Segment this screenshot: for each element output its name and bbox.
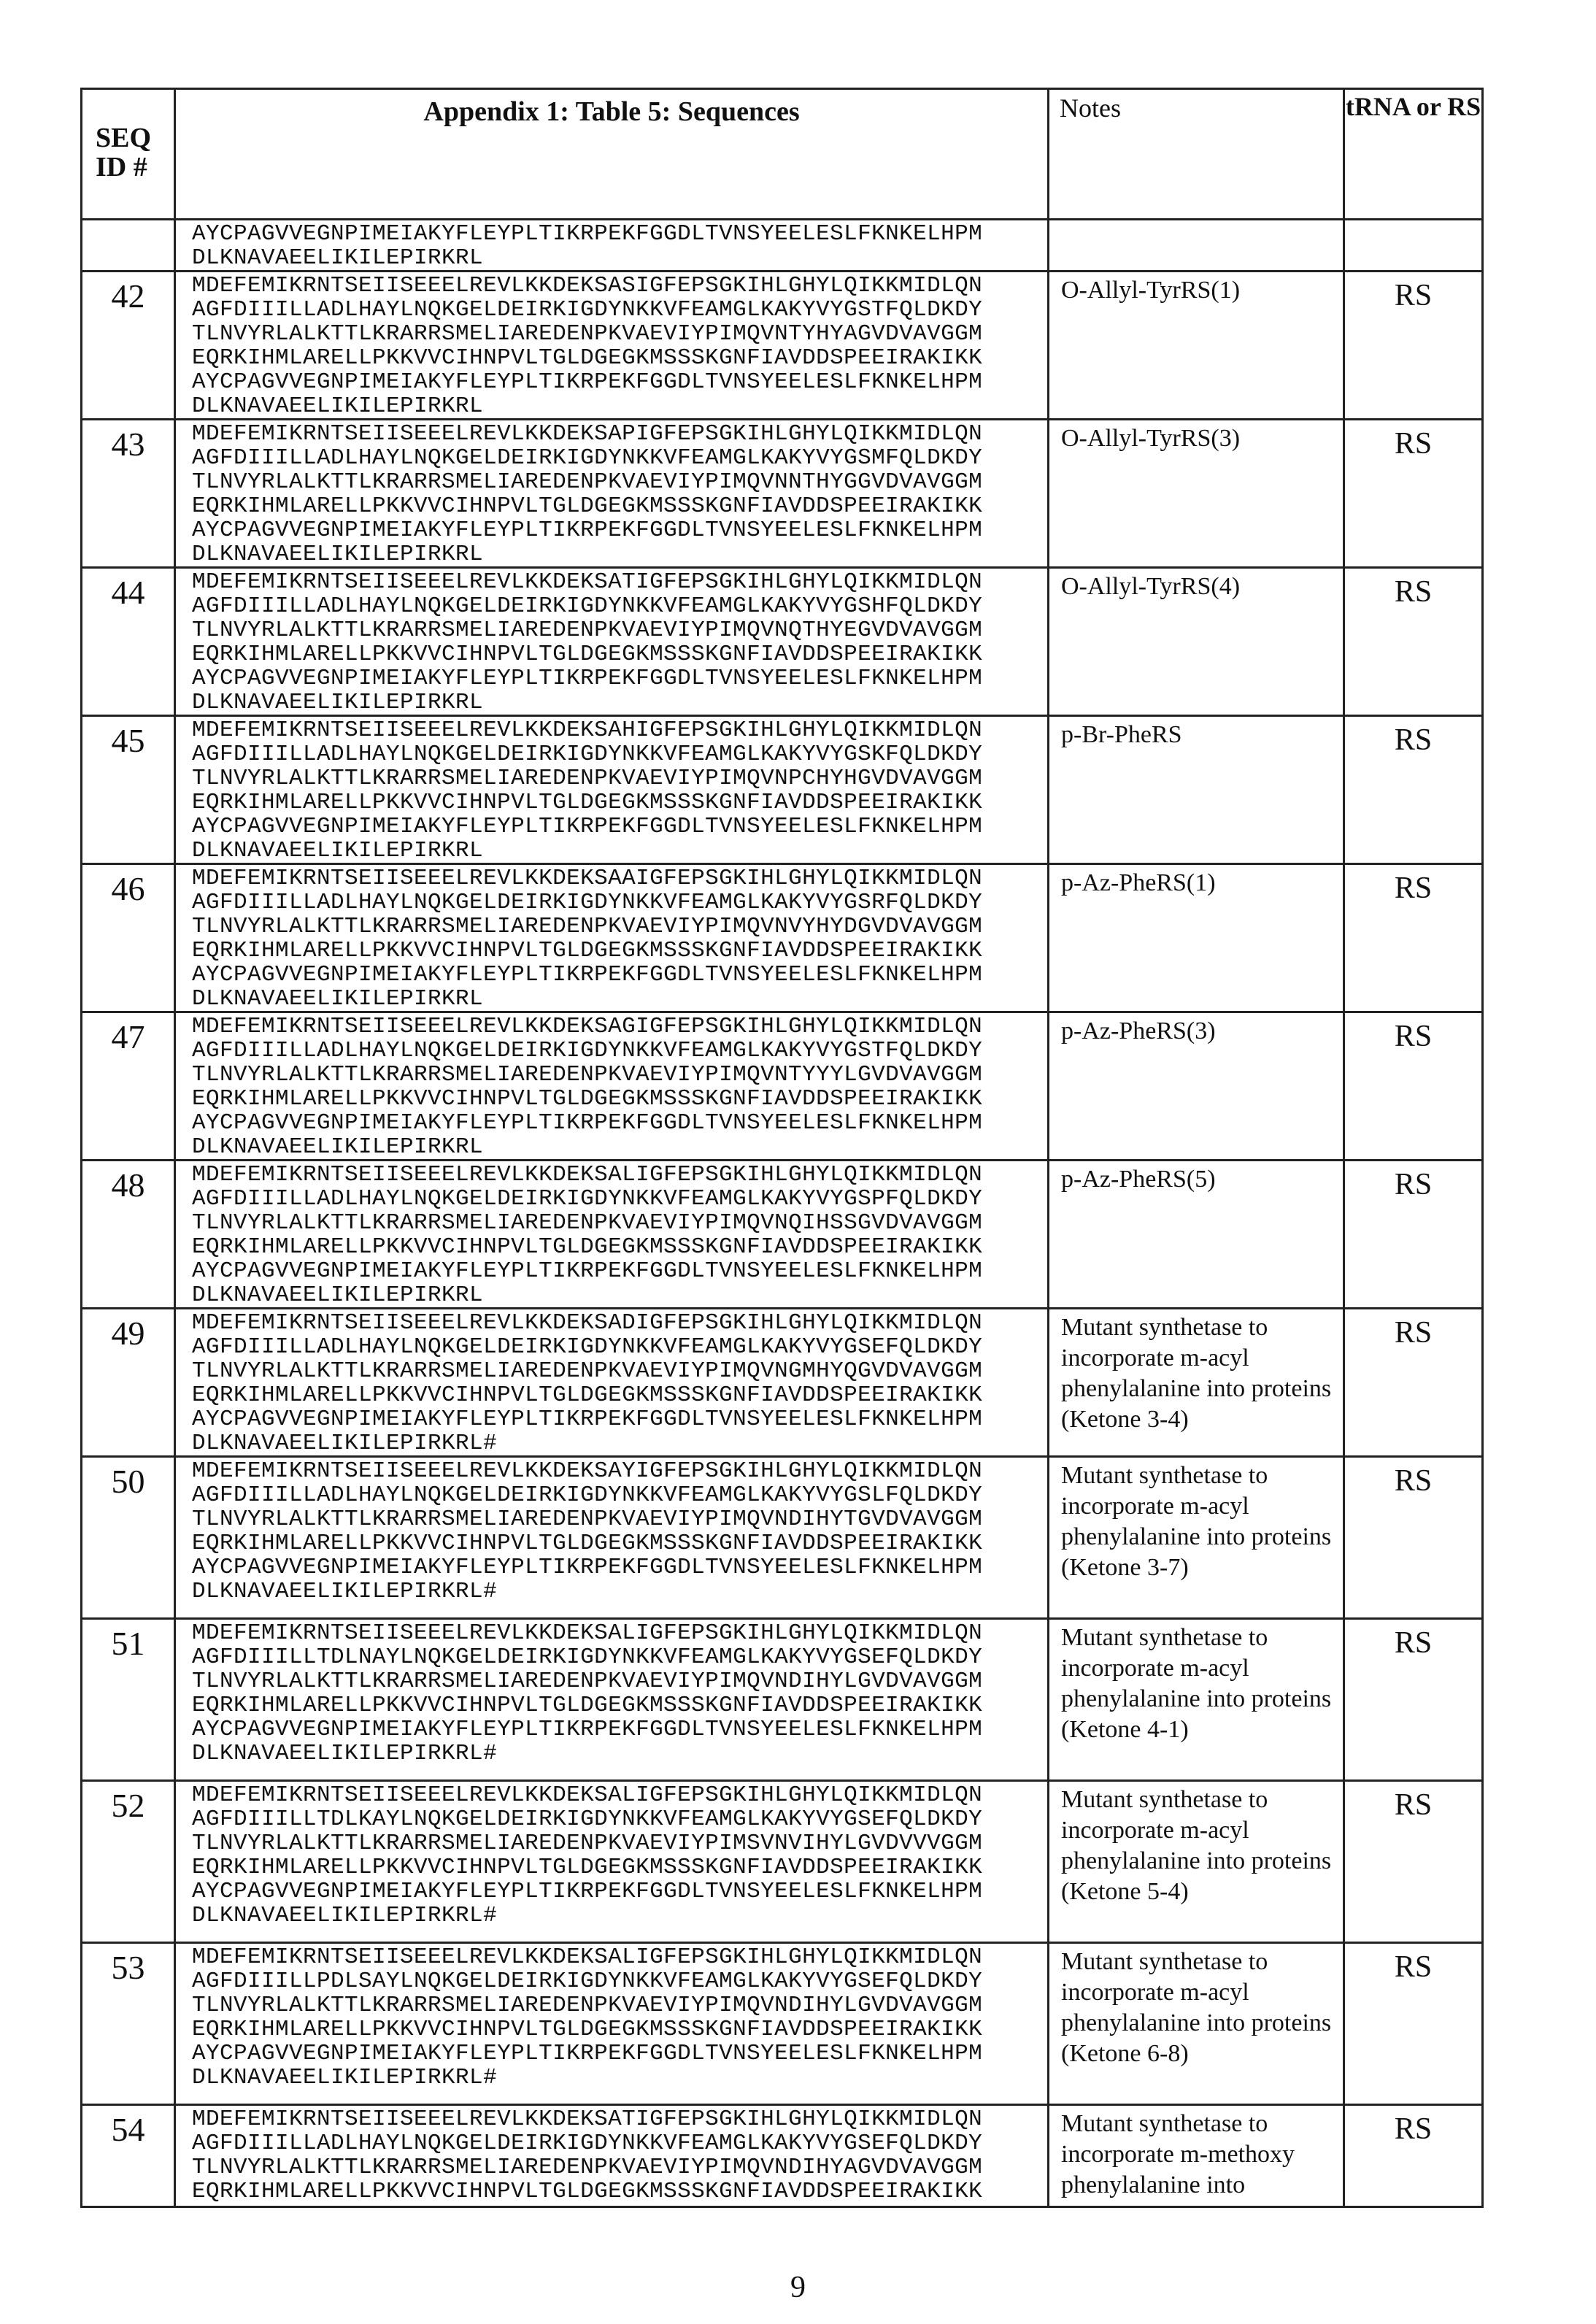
sequence-line: DLKNAVAEELIKILEPIRKRL [192,246,1047,270]
table-header-row [82,89,1483,220]
seq-id-header: SEQ ID # [82,89,175,220]
sequence-line: TLNVYRLALKTTLKRARRSMELIAREDENPKVAEVIYPIMQVNVYHYDGVDVAVGGM [192,915,1047,939]
notes-cell: Mutant synthetase to incorporate m-methoxy phenylalanine into [1049,2105,1344,2207]
sequence-line: TLNVYRLALKTTLKRARRSMELIAREDENPKVAEVIYPIMQVNQIHSSGVDVAVGGM [192,1211,1047,1235]
seq-id: 45 [82,716,175,864]
notes-cell: Mutant synthetase to incorporate m-acyl phenylalanine into proteins (Ketone 4-1) [1049,1619,1344,1781]
sequence-cell [175,1619,1049,1781]
sequence-line: AYCPAGVVEGNPIMEIAKYFLEYPLTIKRPEKFGGDLTVNSYEELESLFKNKELHPM [192,1111,1047,1135]
sequence-line: MDEFEMIKRNTSEIISEEELREVLKKDEKSATIGFEPSGKIHLGHYLQIKKMIDLQN [192,2107,1047,2131]
sequence-cell [175,1161,1049,1309]
seq-id [82,220,175,272]
sequence-line: EQRKIHMLARELLPKKVVCIHNPVLTGLDGEGKMSSSKGNFIAVDDSPEEIRAKIKK [192,1235,1047,1259]
sequence-line: AGFDIIILLADLHAYLNQKGELDEIRKIGDYNKKVFEAMGLKAKYVYGSHFQLDKDY [192,594,1047,618]
sequence-line: AGFDIIILLADLHAYLNQKGELDEIRKIGDYNKKVFEAMGLKAKYVYGSRFQLDKDY [192,890,1047,915]
trna-or-rs-cell [1344,220,1483,272]
table-row [82,568,1483,716]
sequence-line: TLNVYRLALKTTLKRARRSMELIAREDENPKVAEVIYPIMQVNNTHYGGVDVAVGGM [192,470,1047,494]
sequence-line: DLKNAVAEELIKILEPIRKRL# [192,1742,1047,1766]
table-row [82,1161,1483,1309]
sequence-line: EQRKIHMLARELLPKKVVCIHNPVLTGLDGEGKMSSSKGNFIAVDDSPEEIRAKIKK [192,2179,1047,2204]
sequence-line: AGFDIIILLADLHAYLNQKGELDEIRKIGDYNKKVFEAMGLKAKYVYGSEFQLDKDY [192,1335,1047,1359]
sequence-line: DLKNAVAEELIKILEPIRKRL [192,839,1047,863]
seq-id: 44 [82,568,175,716]
trna-or-rs-cell: RS [1344,1943,1483,2105]
sequence-line: MDEFEMIKRNTSEIISEEELREVLKKDEKSAHIGFEPSGKIHLGHYLQIKKMIDLQN [192,718,1047,742]
sequence-line: DLKNAVAEELIKILEPIRKRL [192,987,1047,1011]
sequence-line: EQRKIHMLARELLPKKVVCIHNPVLTGLDGEGKMSSSKGNFIAVDDSPEEIRAKIKK [192,2017,1047,2042]
sequence-line: AYCPAGVVEGNPIMEIAKYFLEYPLTIKRPEKFGGDLTVNSYEELESLFKNKELHPM [192,518,1047,542]
sequence-cell [175,420,1049,568]
trna-or-rs-cell: RS [1344,716,1483,864]
sequence-line: DLKNAVAEELIKILEPIRKRL [192,1135,1047,1159]
sequence-line: DLKNAVAEELIKILEPIRKRL [192,690,1047,715]
sequence-line: MDEFEMIKRNTSEIISEEELREVLKKDEKSADIGFEPSGKIHLGHYLQIKKMIDLQN [192,1311,1047,1335]
sequence-line: AYCPAGVVEGNPIMEIAKYFLEYPLTIKRPEKFGGDLTVNSYEELESLFKNKELHPM [192,1407,1047,1431]
sequence-line: AGFDIIILLTDLNAYLNQKGELDEIRKIGDYNKKVFEAMGLKAKYVYGSEFQLDKDY [192,1645,1047,1669]
sequence-line: AGFDIIILLADLHAYLNQKGELDEIRKIGDYNKKVFEAMGLKAKYVYGSLFQLDKDY [192,1483,1047,1507]
sequence-line: TLNVYRLALKTTLKRARRSMELIAREDENPKVAEVIYPIMQVNQTHYEGVDVAVGGM [192,618,1047,642]
sequence-line: TLNVYRLALKTTLKRARRSMELIAREDENPKVAEVIYPIMQVNTYYYLGVDVAVGGM [192,1063,1047,1087]
notes-cell: Mutant synthetase to incorporate m-acyl phenylalanine into proteins (Ketone 6-8) [1049,1943,1344,2105]
sequence-line: MDEFEMIKRNTSEIISEEELREVLKKDEKSAPIGFEPSGKIHLGHYLQIKKMIDLQN [192,422,1047,446]
notes-cell: p-Az-PheRS(3) [1049,1012,1344,1161]
sequence-line: AGFDIIILLADLHAYLNQKGELDEIRKIGDYNKKVFEAMGLKAKYVYGSEFQLDKDY [192,2131,1047,2155]
sequence-line: EQRKIHMLARELLPKKVVCIHNPVLTGLDGEGKMSSSKGNFIAVDDSPEEIRAKIKK [192,1855,1047,1879]
sequence-line: MDEFEMIKRNTSEIISEEELREVLKKDEKSALIGFEPSGKIHLGHYLQIKKMIDLQN [192,1945,1047,1969]
table-row [82,1943,1483,2105]
sequence-line: AYCPAGVVEGNPIMEIAKYFLEYPLTIKRPEKFGGDLTVNSYEELESLFKNKELHPM [192,666,1047,690]
trna-or-rs-cell: RS [1344,568,1483,716]
sequence-cell [175,864,1049,1012]
sequence-cell [175,1781,1049,1943]
sequence-line: TLNVYRLALKTTLKRARRSMELIAREDENPKVAEVIYPIMQVNDIHYTGVDVAVGGM [192,1507,1047,1531]
table-row [82,1781,1483,1943]
table-row-continued [82,220,1483,272]
page-number: 9 [0,2270,1596,2305]
sequence-line: MDEFEMIKRNTSEIISEEELREVLKKDEKSATIGFEPSGKIHLGHYLQIKKMIDLQN [192,570,1047,594]
sequence-line: DLKNAVAEELIKILEPIRKRL# [192,1904,1047,1928]
table-row [82,272,1483,420]
sequence-cell [175,2105,1049,2207]
seq-id: 42 [82,272,175,420]
sequence-line: TLNVYRLALKTTLKRARRSMELIAREDENPKVAEVIYPIMQVNTYHYAGVDVAVGGM [192,322,1047,346]
sequence-line: MDEFEMIKRNTSEIISEEELREVLKKDEKSAAIGFEPSGKIHLGHYLQIKKMIDLQN [192,866,1047,890]
table-row [82,1457,1483,1619]
trna-or-rs-cell: RS [1344,2105,1483,2207]
notes-cell: O-Allyl-TyrRS(1) [1049,272,1344,420]
seq-id: 51 [82,1619,175,1781]
sequence-line: TLNVYRLALKTTLKRARRSMELIAREDENPKVAEVIYPIMQVNDIHYLGVDVAVGGM [192,1993,1047,2017]
sequence-line: AGFDIIILLADLHAYLNQKGELDEIRKIGDYNKKVFEAMGLKAKYVYGSMFQLDKDY [192,446,1047,470]
seq-id: 48 [82,1161,175,1309]
sequence-line: EQRKIHMLARELLPKKVVCIHNPVLTGLDGEGKMSSSKGNFIAVDDSPEEIRAKIKK [192,1531,1047,1555]
sequence-line: EQRKIHMLARELLPKKVVCIHNPVLTGLDGEGKMSSSKGNFIAVDDSPEEIRAKIKK [192,790,1047,815]
seq-id: 54 [82,2105,175,2207]
sequence-cell [175,1943,1049,2105]
trna-or-rs-cell: RS [1344,420,1483,568]
sequence-line: TLNVYRLALKTTLKRARRSMELIAREDENPKVAEVIYPIMQVNDIHYAGVDVAVGGM [192,2155,1047,2179]
trna-or-rs-cell: RS [1344,1619,1483,1781]
sequence-line: AGFDIIILLPDLSAYLNQKGELDEIRKIGDYNKKVFEAMGLKAKYVYGSEFQLDKDY [192,1969,1047,1993]
sequence-cell [175,1012,1049,1161]
sequence-line: DLKNAVAEELIKILEPIRKRL# [192,2066,1047,2090]
sequence-line: AYCPAGVVEGNPIMEIAKYFLEYPLTIKRPEKFGGDLTVNSYEELESLFKNKELHPM [192,1879,1047,1904]
notes-cell: O-Allyl-TyrRS(3) [1049,420,1344,568]
sequence-line: AYCPAGVVEGNPIMEIAKYFLEYPLTIKRPEKFGGDLTVNSYEELESLFKNKELHPM [192,222,1047,246]
table-row [82,864,1483,1012]
seq-id: 50 [82,1457,175,1619]
sequence-line: EQRKIHMLARELLPKKVVCIHNPVLTGLDGEGKMSSSKGNFIAVDDSPEEIRAKIKK [192,939,1047,963]
sequence-line: EQRKIHMLARELLPKKVVCIHNPVLTGLDGEGKMSSSKGNFIAVDDSPEEIRAKIKK [192,346,1047,370]
sequence-line: MDEFEMIKRNTSEIISEEELREVLKKDEKSAYIGFEPSGKIHLGHYLQIKKMIDLQN [192,1459,1047,1483]
sequence-cell [175,568,1049,716]
sequences-table [80,88,1484,2208]
sequence-line: AYCPAGVVEGNPIMEIAKYFLEYPLTIKRPEKFGGDLTVNSYEELESLFKNKELHPM [192,2042,1047,2066]
sequence-line: AYCPAGVVEGNPIMEIAKYFLEYPLTIKRPEKFGGDLTVNSYEELESLFKNKELHPM [192,1555,1047,1580]
sequence-line: MDEFEMIKRNTSEIISEEELREVLKKDEKSALIGFEPSGKIHLGHYLQIKKMIDLQN [192,1163,1047,1187]
sequence-line: AGFDIIILLADLHAYLNQKGELDEIRKIGDYNKKVFEAMGLKAKYVYGSKFQLDKDY [192,742,1047,766]
sequence-cell [175,272,1049,420]
sequence-line: DLKNAVAEELIKILEPIRKRL# [192,1580,1047,1604]
seq-id: 52 [82,1781,175,1943]
notes-cell: Mutant synthetase to incorporate m-acyl phenylalanine into proteins (Ketone 5-4) [1049,1781,1344,1943]
sequence-line: TLNVYRLALKTTLKRARRSMELIAREDENPKVAEVIYPIMQVNDIHYLGVDVAVGGM [192,1669,1047,1693]
table-row [82,420,1483,568]
sequence-cell [175,1457,1049,1619]
notes-cell: Mutant synthetase to incorporate m-acyl phenylalanine into proteins (Ketone 3-7) [1049,1457,1344,1619]
notes-header: Notes [1049,89,1344,220]
sequence-line: AYCPAGVVEGNPIMEIAKYFLEYPLTIKRPEKFGGDLTVNSYEELESLFKNKELHPM [192,370,1047,394]
sequence-cell [175,220,1049,272]
trna-or-rs-cell: RS [1344,1161,1483,1309]
sequence-line: TLNVYRLALKTTLKRARRSMELIAREDENPKVAEVIYPIMSVNVIHYLGVDVVVGGM [192,1831,1047,1855]
sequence-line: TLNVYRLALKTTLKRARRSMELIAREDENPKVAEVIYPIMQVNPCHYHGVDVAVGGM [192,766,1047,790]
sequence-line: DLKNAVAEELIKILEPIRKRL [192,394,1047,418]
notes-cell: Mutant synthetase to incorporate m-acyl phenylalanine into proteins (Ketone 3-4) [1049,1309,1344,1457]
table-row [82,1012,1483,1161]
notes-cell: p-Br-PheRS [1049,716,1344,864]
sequence-line: MDEFEMIKRNTSEIISEEELREVLKKDEKSASIGFEPSGKIHLGHYLQIKKMIDLQN [192,274,1047,298]
type-header: tRNA or RS [1344,89,1483,220]
seq-id: 53 [82,1943,175,2105]
sequence-line: DLKNAVAEELIKILEPIRKRL [192,1283,1047,1307]
sequence-line: MDEFEMIKRNTSEIISEEELREVLKKDEKSALIGFEPSGKIHLGHYLQIKKMIDLQN [192,1621,1047,1645]
sequence-line: TLNVYRLALKTTLKRARRSMELIAREDENPKVAEVIYPIMQVNGMHYQGVDVAVGGM [192,1359,1047,1383]
sequence-line: AGFDIIILLADLHAYLNQKGELDEIRKIGDYNKKVFEAMGLKAKYVYGSTFQLDKDY [192,1039,1047,1063]
sequence-line: DLKNAVAEELIKILEPIRKRL# [192,1431,1047,1455]
trna-or-rs-cell: RS [1344,1309,1483,1457]
sequence-line: AGFDIIILLADLHAYLNQKGELDEIRKIGDYNKKVFEAMGLKAKYVYGSTFQLDKDY [192,298,1047,322]
sequence-line: AGFDIIILLADLHAYLNQKGELDEIRKIGDYNKKVFEAMGLKAKYVYGSPFQLDKDY [192,1187,1047,1211]
sequence-line: EQRKIHMLARELLPKKVVCIHNPVLTGLDGEGKMSSSKGNFIAVDDSPEEIRAKIKK [192,1383,1047,1407]
table-row [82,1619,1483,1781]
sequence-line: AYCPAGVVEGNPIMEIAKYFLEYPLTIKRPEKFGGDLTVNSYEELESLFKNKELHPM [192,1717,1047,1742]
sequence-line: MDEFEMIKRNTSEIISEEELREVLKKDEKSALIGFEPSGKIHLGHYLQIKKMIDLQN [192,1783,1047,1807]
sequence-cell [175,1309,1049,1457]
trna-or-rs-cell: RS [1344,1457,1483,1619]
sequence-line: DLKNAVAEELIKILEPIRKRL [192,542,1047,566]
sequence-line: AYCPAGVVEGNPIMEIAKYFLEYPLTIKRPEKFGGDLTVNSYEELESLFKNKELHPM [192,1259,1047,1283]
trna-or-rs-cell: RS [1344,272,1483,420]
notes-cell [1049,220,1344,272]
trna-or-rs-cell: RS [1344,864,1483,1012]
notes-cell: p-Az-PheRS(1) [1049,864,1344,1012]
table-row [82,2105,1483,2207]
table-row [82,716,1483,864]
seq-id: 43 [82,420,175,568]
sequence-line: EQRKIHMLARELLPKKVVCIHNPVLTGLDGEGKMSSSKGNFIAVDDSPEEIRAKIKK [192,494,1047,518]
seq-id: 46 [82,864,175,1012]
table-row [82,1309,1483,1457]
sequence-line: EQRKIHMLARELLPKKVVCIHNPVLTGLDGEGKMSSSKGNFIAVDDSPEEIRAKIKK [192,1693,1047,1717]
notes-cell: O-Allyl-TyrRS(4) [1049,568,1344,716]
sequence-line: AYCPAGVVEGNPIMEIAKYFLEYPLTIKRPEKFGGDLTVNSYEELESLFKNKELHPM [192,963,1047,987]
sequence-line: EQRKIHMLARELLPKKVVCIHNPVLTGLDGEGKMSSSKGNFIAVDDSPEEIRAKIKK [192,642,1047,666]
sequence-line: MDEFEMIKRNTSEIISEEELREVLKKDEKSAGIGFEPSGKIHLGHYLQIKKMIDLQN [192,1015,1047,1039]
notes-cell: p-Az-PheRS(5) [1049,1161,1344,1309]
table-title: Appendix 1: Table 5: Sequences [175,89,1049,220]
sequence-cell [175,716,1049,864]
trna-or-rs-cell: RS [1344,1012,1483,1161]
sequence-line: AYCPAGVVEGNPIMEIAKYFLEYPLTIKRPEKFGGDLTVNSYEELESLFKNKELHPM [192,815,1047,839]
trna-or-rs-cell: RS [1344,1781,1483,1943]
seq-id: 47 [82,1012,175,1161]
sequence-line: EQRKIHMLARELLPKKVVCIHNPVLTGLDGEGKMSSSKGNFIAVDDSPEEIRAKIKK [192,1087,1047,1111]
sequence-line: AGFDIIILLTDLKAYLNQKGELDEIRKIGDYNKKVFEAMGLKAKYVYGSEFQLDKDY [192,1807,1047,1831]
seq-id: 49 [82,1309,175,1457]
